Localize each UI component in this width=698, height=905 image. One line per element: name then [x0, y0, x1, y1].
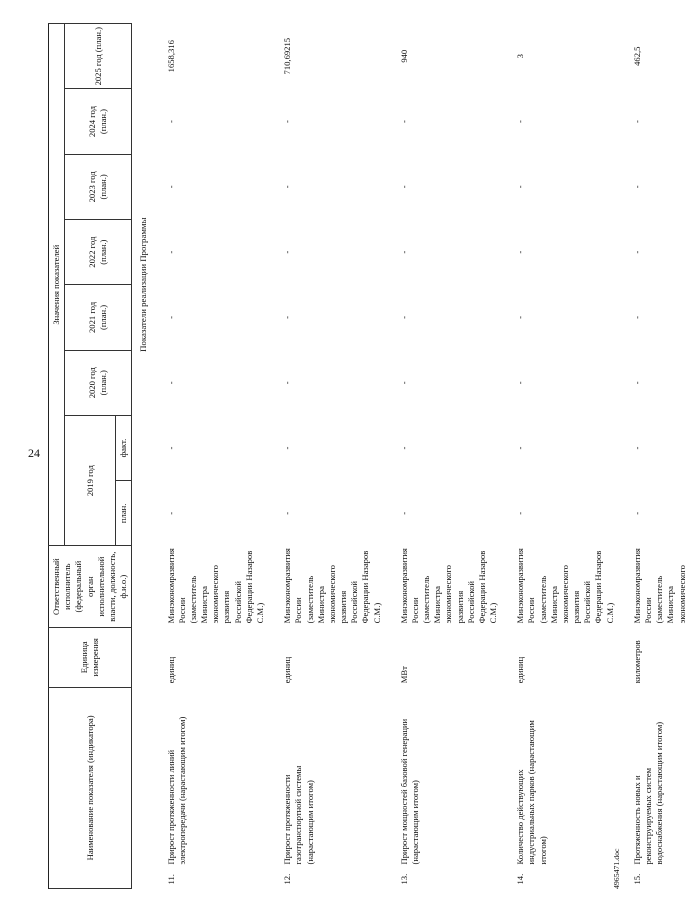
header-responsible: Ответственный исполнитель (федеральный орган исполнительной власти, должность, ф.и.о.)	[49, 546, 132, 627]
header-fact: факт.	[116, 415, 132, 480]
value-2020-cell: -	[398, 381, 409, 385]
plan-2019-cell: -	[165, 511, 176, 515]
value-2021-cell: -	[165, 316, 176, 319]
indicators-table	[48, 23, 698, 889]
row-number: 15.	[631, 873, 642, 885]
indicator-name: Прирост протяженности газотранспортной системы (нарастающим итогом)	[282, 765, 315, 865]
header-values-group: Значения показателей	[49, 24, 65, 546]
header-plan: план.	[116, 481, 132, 546]
value-2022-cell: -	[165, 250, 176, 254]
value-2024-cell: -	[631, 120, 642, 123]
value-2023-cell: -	[282, 185, 293, 189]
document-body	[48, 23, 698, 889]
value-2020-cell: -	[515, 381, 526, 385]
row-number: 13.	[398, 873, 409, 885]
section-title: Показатели реализации Программы	[138, 217, 149, 352]
fact-2019-cell: -	[282, 446, 293, 450]
responsible-cell: Минэкономразвития России (заместитель Министра экономического развития Российской Федерации Назаров С.М.)	[515, 548, 615, 624]
value-2021-cell: -	[631, 316, 642, 319]
table-row	[276, 24, 393, 889]
unit-cell: километров	[631, 640, 642, 684]
value-2020-cell: -	[282, 381, 293, 385]
value-2024-cell: -	[515, 120, 526, 123]
indicator-name: Протяженность новых и реконструируемых систем водоснабжения (нарастающим итогом)	[631, 721, 665, 865]
value-2025-cell: 710,69215	[282, 37, 293, 75]
value-2025-cell: 940	[398, 49, 409, 63]
value-2023-cell: -	[165, 185, 176, 189]
responsible-cell: Минэкономразвития России (заместитель Министра экономического	[631, 548, 687, 624]
value-2021-cell: -	[282, 316, 293, 319]
unit-cell: МВт	[398, 666, 409, 684]
table-row	[509, 24, 626, 889]
fact-2019-cell: -	[165, 446, 176, 450]
value-2022-cell: -	[282, 250, 293, 254]
plan-2019-cell: -	[398, 511, 409, 515]
responsible-cell: Минэкономразвития России (заместитель Министра экономического развития Российской Федерации Назаров С.М.)	[282, 548, 382, 624]
header-year-2021: 2021 год (план.)	[65, 285, 132, 350]
plan-2019-cell: -	[631, 511, 642, 515]
value-2023-cell: -	[631, 185, 642, 189]
value-2023-cell: -	[515, 185, 526, 189]
value-2024-cell: -	[398, 120, 409, 123]
header-year-2023: 2023 год (план.)	[65, 154, 132, 219]
value-2025-cell: 462,5	[631, 46, 642, 66]
value-2022-cell: -	[515, 250, 526, 254]
header-year-2024: 2024 год (план.)	[65, 89, 132, 154]
row-number: 11.	[165, 874, 176, 885]
unit-cell: единиц	[282, 656, 293, 684]
responsible-cell: Минэкономразвития России (заместитель Министра экономического развития Российской Федерации Назаров С.М.)	[165, 548, 265, 624]
header-year-2022: 2022 год (план.)	[65, 220, 132, 285]
value-2025-cell: 1658,316	[165, 40, 176, 73]
value-2021-cell: -	[398, 316, 409, 319]
page-number: 24	[28, 446, 40, 460]
header-year-2019: 2019 год	[65, 415, 116, 546]
header-name: Наименование показателя (индикатора)	[49, 687, 132, 888]
row-number: 12.	[282, 873, 293, 885]
plan-2019-cell: -	[282, 511, 293, 515]
table-row	[393, 24, 510, 889]
header-year-2025: 2025 год (план.)	[65, 24, 132, 89]
value-2020-cell: -	[165, 381, 176, 385]
plan-2019-cell: -	[515, 511, 526, 515]
header-year-2020: 2020 год (план.)	[65, 350, 132, 415]
file-name-footer: 4965471.doc	[612, 848, 621, 889]
indicator-name: Количество действующих индустриальных парков (нарастающим итогом)	[515, 720, 548, 865]
table-row	[160, 24, 277, 889]
indicator-name: Прирост мощностей базовой генерации (нарастающим итогом)	[398, 718, 420, 865]
value-2024-cell: -	[282, 120, 293, 123]
fact-2019-cell: -	[515, 446, 526, 450]
value-2022-cell: -	[631, 250, 642, 254]
unit-cell: единиц	[515, 656, 526, 684]
value-2024-cell: -	[165, 120, 176, 123]
unit-cell: единиц	[165, 656, 176, 684]
value-2021-cell: -	[515, 316, 526, 319]
responsible-cell: Минэкономразвития России (заместитель Министра экономического развития Российской Федерации Назаров С.М.)	[398, 548, 499, 624]
header-unit: Единица измерения	[49, 627, 132, 687]
value-2020-cell: -	[631, 381, 642, 385]
indicator-name: Прирост протяженности линий электропередачи (нарастающим итогом)	[165, 716, 187, 865]
value-2025-cell: 3	[515, 54, 526, 59]
value-2023-cell: -	[398, 185, 409, 189]
fact-2019-cell: -	[398, 446, 409, 450]
fact-2019-cell: -	[631, 446, 642, 450]
row-number: 14.	[515, 873, 526, 885]
value-2022-cell: -	[398, 250, 409, 254]
table-row	[626, 24, 698, 889]
